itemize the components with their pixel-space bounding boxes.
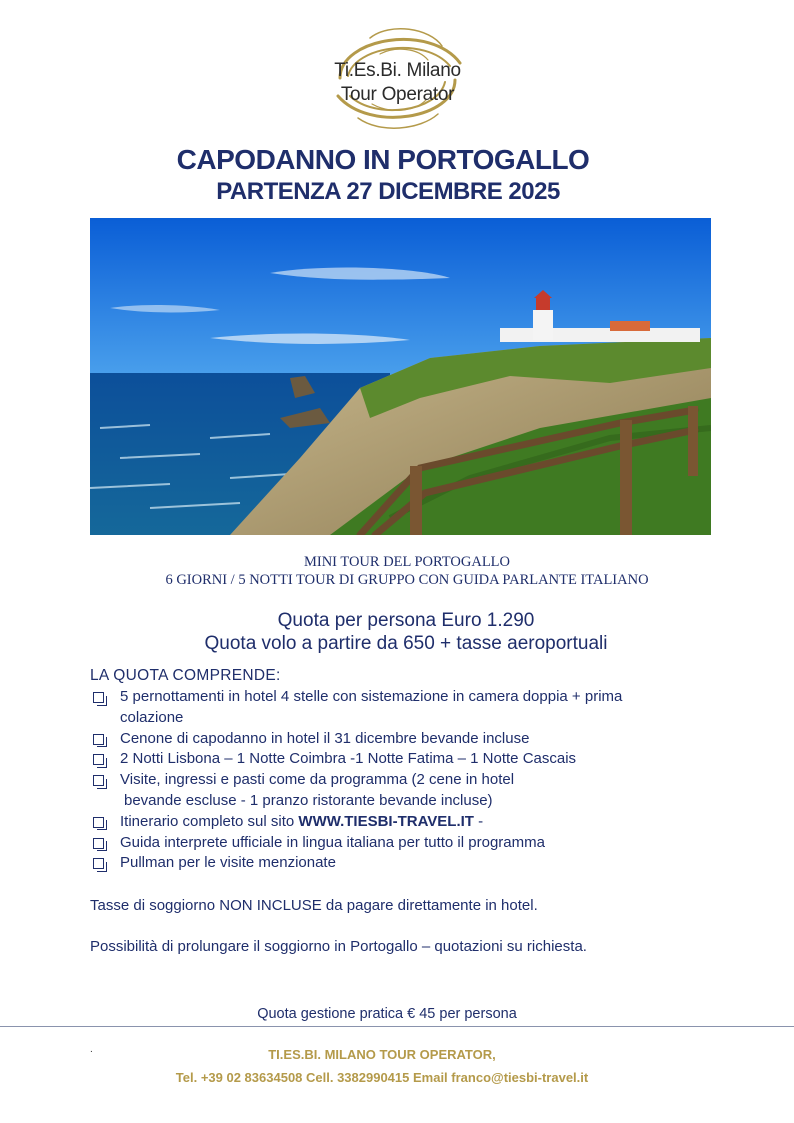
checkbox-bullet-icon: [93, 838, 104, 849]
list-item: Itinerario completo sul sito WWW.TIESBI-TRAVEL.IT -: [90, 812, 730, 833]
footer-company: TI.ES.BI. MILANO TOUR OPERATOR,: [268, 1047, 496, 1062]
website-link[interactable]: WWW.TIESBI-TRAVEL.IT: [298, 812, 474, 830]
price-per-person: Quota per persona Euro 1.290: [277, 610, 535, 631]
tax-note: Tasse di soggiorno NON INCLUSE da pagare direttamente in hotel.: [90, 897, 538, 914]
checkbox-bullet-icon: [93, 858, 104, 869]
checkbox-bullet-icon: [93, 734, 104, 745]
flight-price: Quota volo a partire da 650 + tasse aeroportuali: [204, 633, 608, 654]
checkbox-bullet-icon: [93, 692, 104, 703]
logo-name: Ti.Es.Bi. Milano: [334, 60, 461, 81]
handling-fee: Quota gestione pratica € 45 per persona: [257, 1006, 517, 1022]
logo-tagline: Tour Operator: [340, 84, 455, 105]
tour-duration: 6 GIORNI / 5 NOTTI TOUR DI GRUPPO CON GUIDA PARLANTE ITALIANO: [165, 572, 649, 588]
tour-name: MINI TOUR DEL PORTOGALLO: [303, 554, 511, 570]
footer-divider: [0, 1026, 794, 1027]
list-item: 2 Notti Lisbona – 1 Notte Coimbra -1 Notte Fatima – 1 Notte Cascais: [90, 749, 730, 770]
includes-list: [90, 687, 730, 874]
includes-heading: LA QUOTA COMPRENDE:: [90, 667, 281, 684]
list-item: 5 pernottamenti in hotel 4 stelle con sistemazione in camera doppia + prima colazione: [90, 687, 730, 729]
company-logo: [310, 18, 485, 138]
list-item: Pullman per le visite menzionate: [90, 853, 730, 874]
list-item: Guida interprete ufficiale in lingua italiana per tutto il programma: [90, 833, 730, 854]
list-item: Visite, ingressi e pasti come da programma (2 cene in hotel bevande escluse - 1 pranzo ristorante bevande incluse): [90, 770, 730, 812]
footer-contacts: Tel. +39 02 83634508 Cell. 3382990415 Email franco@tiesbi-travel.it: [175, 1070, 589, 1085]
coastal-cliff-lighthouse-photo: [90, 218, 711, 535]
page-title: CAPODANNO IN PORTOGALLO: [176, 144, 590, 175]
checkbox-bullet-icon: [93, 775, 104, 786]
extension-note: Possibilità di prolungare il soggiorno in Portogallo – quotazioni su richiesta.: [90, 938, 587, 955]
departure-date: PARTENZA 27 DICEMBRE 2025: [216, 178, 560, 205]
checkbox-bullet-icon: [93, 754, 104, 765]
checkbox-bullet-icon: [93, 817, 104, 828]
list-item: Cenone di capodanno in hotel il 31 dicembre bevande incluse: [90, 729, 730, 750]
footer-dot: .: [90, 1044, 93, 1055]
